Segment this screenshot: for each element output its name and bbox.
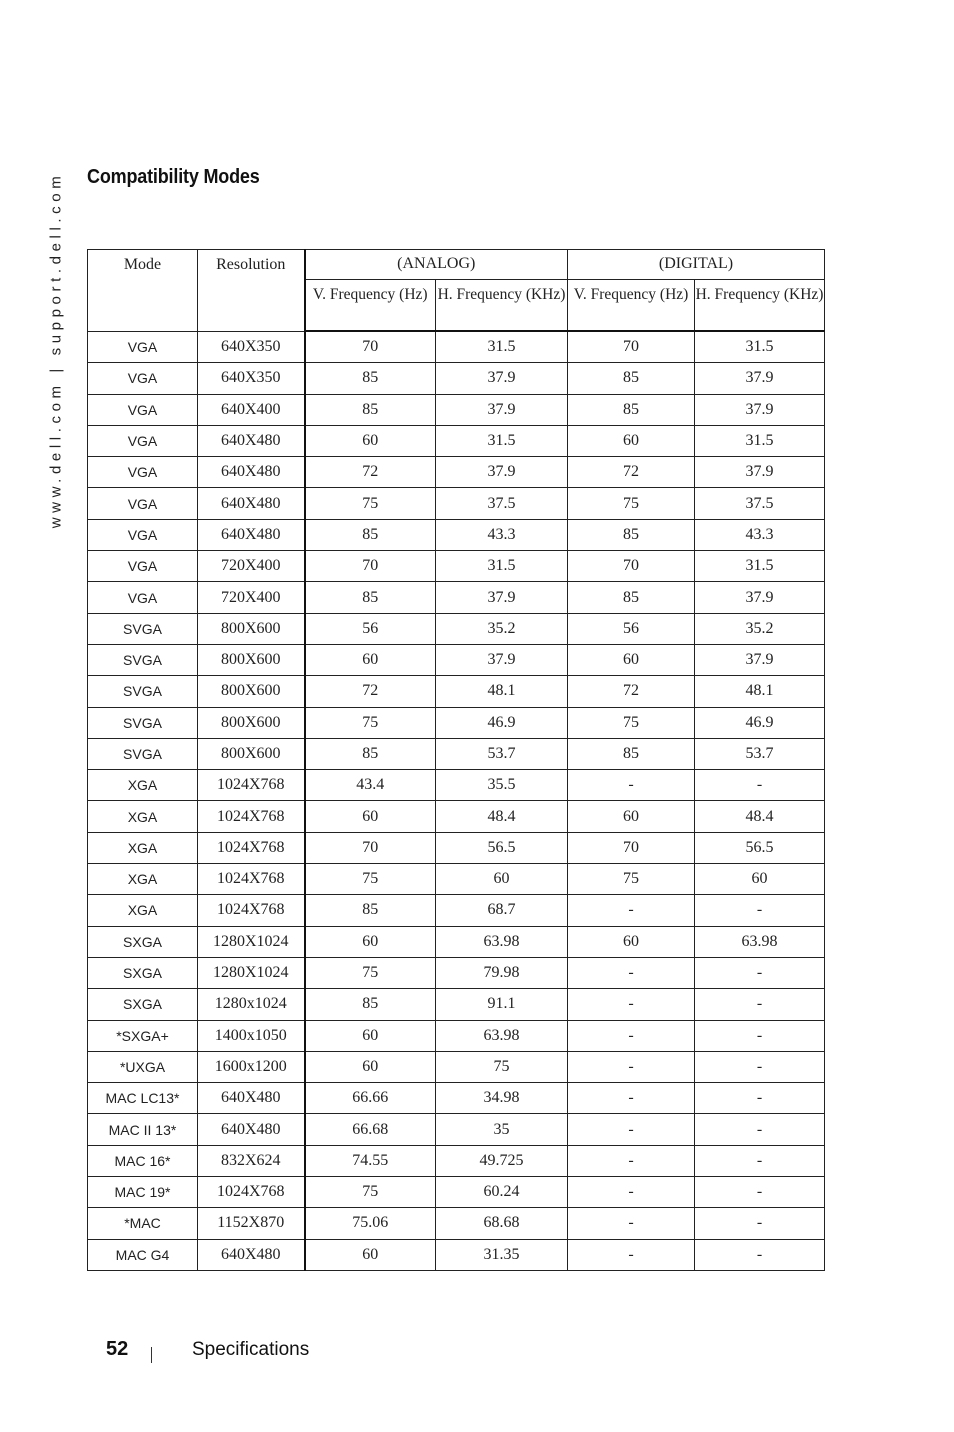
cell-digital-h-frequency: 63.98	[695, 926, 825, 957]
cell-digital-v-frequency: 60	[568, 644, 695, 675]
cell-mode: XGA	[88, 770, 198, 801]
table-row	[88, 331, 825, 363]
cell-analog-v-frequency: 75	[305, 864, 436, 895]
page-number: 52	[106, 1338, 129, 1360]
table-row	[88, 488, 825, 519]
cell-digital-v-frequency: -	[568, 1145, 695, 1176]
cell-digital-h-frequency: -	[695, 1114, 825, 1145]
table-row	[88, 394, 825, 425]
cell-digital-h-frequency: 60	[695, 864, 825, 895]
cell-digital-h-frequency: -	[695, 1208, 825, 1239]
cell-digital-v-frequency: 75	[568, 864, 695, 895]
cell-resolution: 640X480	[198, 457, 305, 488]
cell-digital-h-frequency: 43.3	[695, 519, 825, 550]
cell-digital-v-frequency: -	[568, 1239, 695, 1270]
cell-mode: VGA	[88, 331, 198, 363]
table-row	[88, 895, 825, 926]
cell-resolution: 1024X768	[198, 801, 305, 832]
cell-resolution: 800X600	[198, 707, 305, 738]
cell-resolution: 640X480	[198, 1114, 305, 1145]
cell-analog-h-frequency: 35.5	[436, 770, 568, 801]
table-row	[88, 1177, 825, 1208]
cell-analog-v-frequency: 60	[305, 801, 436, 832]
cell-digital-v-frequency: 60	[568, 926, 695, 957]
cell-mode: SXGA	[88, 926, 198, 957]
cell-resolution: 1024X768	[198, 1177, 305, 1208]
header-digital-h-frequency: H. Frequency (KHz)	[695, 280, 825, 332]
header-analog-v-frequency: V. Frequency (Hz)	[305, 280, 436, 332]
table-row	[88, 864, 825, 895]
table-row	[88, 1114, 825, 1145]
cell-mode: MAC LC13*	[88, 1083, 198, 1114]
table-row	[88, 1051, 825, 1082]
cell-analog-h-frequency: 31.5	[436, 331, 568, 363]
cell-analog-h-frequency: 35.2	[436, 613, 568, 644]
cell-resolution: 640X350	[198, 331, 305, 363]
cell-analog-h-frequency: 43.3	[436, 519, 568, 550]
cell-mode: SXGA	[88, 957, 198, 988]
cell-digital-v-frequency: 70	[568, 331, 695, 363]
cell-analog-v-frequency: 85	[305, 519, 436, 550]
cell-digital-h-frequency: -	[695, 1020, 825, 1051]
cell-digital-h-frequency: -	[695, 989, 825, 1020]
table-row	[88, 832, 825, 863]
cell-mode: VGA	[88, 363, 198, 394]
cell-analog-h-frequency: 49.725	[436, 1145, 568, 1176]
cell-resolution: 1600x1200	[198, 1051, 305, 1082]
cell-analog-v-frequency: 74.55	[305, 1145, 436, 1176]
cell-digital-h-frequency: -	[695, 1083, 825, 1114]
cell-digital-v-frequency: 72	[568, 457, 695, 488]
cell-analog-v-frequency: 60	[305, 1051, 436, 1082]
cell-digital-v-frequency: 75	[568, 707, 695, 738]
header-digital-v-frequency: V. Frequency (Hz)	[568, 280, 695, 332]
cell-resolution: 640X480	[198, 488, 305, 519]
header-resolution: Resolution	[198, 250, 305, 332]
cell-analog-h-frequency: 37.9	[436, 363, 568, 394]
table-row	[88, 676, 825, 707]
cell-mode: VGA	[88, 425, 198, 456]
cell-mode: SVGA	[88, 676, 198, 707]
cell-resolution: 1024X768	[198, 832, 305, 863]
table-row	[88, 1020, 825, 1051]
cell-resolution: 832X624	[198, 1145, 305, 1176]
table-row	[88, 1083, 825, 1114]
cell-digital-v-frequency: 85	[568, 738, 695, 769]
cell-mode: *MAC	[88, 1208, 198, 1239]
table-body	[88, 331, 825, 1270]
cell-resolution: 1280x1024	[198, 989, 305, 1020]
cell-analog-v-frequency: 85	[305, 582, 436, 613]
table-row	[88, 551, 825, 582]
cell-digital-v-frequency: 60	[568, 801, 695, 832]
cell-analog-v-frequency: 85	[305, 738, 436, 769]
cell-digital-h-frequency: 37.9	[695, 582, 825, 613]
cell-resolution: 640X480	[198, 1239, 305, 1270]
cell-analog-h-frequency: 63.98	[436, 1020, 568, 1051]
cell-analog-h-frequency: 37.9	[436, 394, 568, 425]
cell-digital-v-frequency: -	[568, 895, 695, 926]
cell-digital-v-frequency: -	[568, 1114, 695, 1145]
cell-mode: VGA	[88, 582, 198, 613]
cell-digital-v-frequency: -	[568, 957, 695, 988]
cell-analog-h-frequency: 34.98	[436, 1083, 568, 1114]
cell-mode: MAC 16*	[88, 1145, 198, 1176]
header-digital: (DIGITAL)	[568, 250, 825, 280]
cell-digital-h-frequency: -	[695, 895, 825, 926]
table-row	[88, 457, 825, 488]
cell-resolution: 800X600	[198, 738, 305, 769]
cell-digital-h-frequency: 31.5	[695, 331, 825, 363]
cell-mode: SXGA	[88, 989, 198, 1020]
cell-digital-h-frequency: 37.9	[695, 644, 825, 675]
cell-resolution: 640X480	[198, 1083, 305, 1114]
cell-analog-h-frequency: 35	[436, 1114, 568, 1145]
cell-digital-h-frequency: 46.9	[695, 707, 825, 738]
cell-digital-h-frequency: -	[695, 1051, 825, 1082]
cell-digital-v-frequency: 75	[568, 488, 695, 519]
cell-analog-h-frequency: 37.5	[436, 488, 568, 519]
cell-resolution: 1024X768	[198, 770, 305, 801]
cell-digital-h-frequency: 35.2	[695, 613, 825, 644]
header-mode: Mode	[88, 250, 198, 332]
cell-digital-v-frequency: 85	[568, 519, 695, 550]
table-row	[88, 644, 825, 675]
cell-resolution: 800X600	[198, 676, 305, 707]
cell-digital-h-frequency: -	[695, 770, 825, 801]
cell-analog-v-frequency: 75.06	[305, 1208, 436, 1239]
cell-digital-h-frequency: 37.9	[695, 394, 825, 425]
cell-digital-h-frequency: 37.5	[695, 488, 825, 519]
cell-resolution: 1024X768	[198, 864, 305, 895]
cell-mode: VGA	[88, 551, 198, 582]
cell-digital-v-frequency: -	[568, 1208, 695, 1239]
cell-analog-v-frequency: 85	[305, 394, 436, 425]
cell-analog-v-frequency: 66.66	[305, 1083, 436, 1114]
cell-resolution: 640X480	[198, 519, 305, 550]
page-title: Compatibility Modes	[87, 166, 260, 188]
cell-analog-v-frequency: 70	[305, 551, 436, 582]
cell-resolution: 1152X870	[198, 1208, 305, 1239]
table-row	[88, 425, 825, 456]
cell-mode: SVGA	[88, 613, 198, 644]
cell-resolution: 640X480	[198, 425, 305, 456]
cell-resolution: 800X600	[198, 644, 305, 675]
cell-analog-h-frequency: 56.5	[436, 832, 568, 863]
cell-digital-h-frequency: 31.5	[695, 551, 825, 582]
cell-digital-h-frequency: -	[695, 1177, 825, 1208]
cell-analog-v-frequency: 60	[305, 644, 436, 675]
cell-digital-v-frequency: 70	[568, 551, 695, 582]
cell-mode: SVGA	[88, 738, 198, 769]
cell-digital-v-frequency: 85	[568, 394, 695, 425]
cell-digital-v-frequency: -	[568, 1083, 695, 1114]
cell-mode: MAC II 13*	[88, 1114, 198, 1145]
header-analog-h-frequency: H. Frequency (KHz)	[436, 280, 568, 332]
cell-analog-h-frequency: 68.68	[436, 1208, 568, 1239]
cell-digital-v-frequency: 85	[568, 582, 695, 613]
cell-resolution: 800X600	[198, 613, 305, 644]
table-row	[88, 363, 825, 394]
cell-resolution: 1024X768	[198, 895, 305, 926]
cell-analog-v-frequency: 70	[305, 331, 436, 363]
cell-digital-h-frequency: 37.9	[695, 457, 825, 488]
cell-digital-h-frequency: 53.7	[695, 738, 825, 769]
table-row	[88, 1208, 825, 1239]
cell-analog-v-frequency: 43.4	[305, 770, 436, 801]
cell-mode: SVGA	[88, 644, 198, 675]
cell-mode: XGA	[88, 801, 198, 832]
cell-analog-v-frequency: 75	[305, 1177, 436, 1208]
cell-resolution: 720X400	[198, 551, 305, 582]
cell-mode: SVGA	[88, 707, 198, 738]
cell-resolution: 1280X1024	[198, 957, 305, 988]
cell-mode: VGA	[88, 488, 198, 519]
cell-analog-v-frequency: 72	[305, 457, 436, 488]
footer-divider	[151, 1347, 152, 1363]
compatibility-modes-table	[87, 249, 825, 1271]
cell-analog-h-frequency: 31.5	[436, 551, 568, 582]
table-row	[88, 738, 825, 769]
cell-mode: VGA	[88, 519, 198, 550]
cell-analog-v-frequency: 85	[305, 989, 436, 1020]
cell-mode: VGA	[88, 394, 198, 425]
cell-analog-v-frequency: 60	[305, 1239, 436, 1270]
table-row	[88, 989, 825, 1020]
cell-digital-v-frequency: -	[568, 1051, 695, 1082]
cell-digital-h-frequency: -	[695, 957, 825, 988]
cell-analog-v-frequency: 60	[305, 1020, 436, 1051]
cell-analog-h-frequency: 37.9	[436, 582, 568, 613]
cell-analog-v-frequency: 85	[305, 363, 436, 394]
cell-analog-h-frequency: 31.35	[436, 1239, 568, 1270]
cell-analog-v-frequency: 75	[305, 488, 436, 519]
cell-analog-h-frequency: 37.9	[436, 644, 568, 675]
cell-resolution: 640X350	[198, 363, 305, 394]
cell-analog-v-frequency: 70	[305, 832, 436, 863]
cell-digital-h-frequency: -	[695, 1239, 825, 1270]
cell-analog-h-frequency: 31.5	[436, 425, 568, 456]
cell-digital-v-frequency: 56	[568, 613, 695, 644]
cell-analog-h-frequency: 63.98	[436, 926, 568, 957]
cell-mode: MAC G4	[88, 1239, 198, 1270]
cell-analog-h-frequency: 46.9	[436, 707, 568, 738]
cell-mode: VGA	[88, 457, 198, 488]
cell-mode: MAC 19*	[88, 1177, 198, 1208]
cell-digital-v-frequency: -	[568, 770, 695, 801]
side-url: www.dell.com | support.dell.com	[47, 171, 65, 529]
footer-section-label: Specifications	[192, 1339, 310, 1360]
table-row	[88, 613, 825, 644]
cell-digital-v-frequency: 72	[568, 676, 695, 707]
cell-digital-v-frequency: 85	[568, 363, 695, 394]
cell-mode: XGA	[88, 895, 198, 926]
cell-analog-h-frequency: 79.98	[436, 957, 568, 988]
cell-analog-h-frequency: 37.9	[436, 457, 568, 488]
table-row	[88, 957, 825, 988]
cell-analog-h-frequency: 75	[436, 1051, 568, 1082]
cell-analog-v-frequency: 75	[305, 957, 436, 988]
cell-analog-v-frequency: 60	[305, 926, 436, 957]
table-row	[88, 1239, 825, 1270]
cell-analog-h-frequency: 91.1	[436, 989, 568, 1020]
table-row	[88, 926, 825, 957]
cell-digital-h-frequency: 56.5	[695, 832, 825, 863]
cell-analog-v-frequency: 72	[305, 676, 436, 707]
cell-analog-h-frequency: 60	[436, 864, 568, 895]
table-row	[88, 1145, 825, 1176]
cell-digital-v-frequency: -	[568, 989, 695, 1020]
cell-digital-v-frequency: 60	[568, 425, 695, 456]
cell-mode: XGA	[88, 832, 198, 863]
header-analog: (ANALOG)	[305, 250, 568, 280]
cell-analog-v-frequency: 60	[305, 425, 436, 456]
cell-analog-v-frequency: 66.68	[305, 1114, 436, 1145]
cell-digital-h-frequency: 48.4	[695, 801, 825, 832]
cell-digital-h-frequency: 48.1	[695, 676, 825, 707]
table-row	[88, 582, 825, 613]
cell-mode: XGA	[88, 864, 198, 895]
cell-digital-v-frequency: -	[568, 1020, 695, 1051]
table-row	[88, 770, 825, 801]
cell-resolution: 1400x1050	[198, 1020, 305, 1051]
cell-analog-v-frequency: 56	[305, 613, 436, 644]
cell-analog-h-frequency: 68.7	[436, 895, 568, 926]
cell-analog-h-frequency: 60.24	[436, 1177, 568, 1208]
cell-digital-h-frequency: 37.9	[695, 363, 825, 394]
cell-analog-v-frequency: 75	[305, 707, 436, 738]
cell-digital-h-frequency: 31.5	[695, 425, 825, 456]
cell-resolution: 640X400	[198, 394, 305, 425]
cell-digital-v-frequency: 70	[568, 832, 695, 863]
cell-analog-h-frequency: 48.1	[436, 676, 568, 707]
cell-analog-v-frequency: 85	[305, 895, 436, 926]
table-row	[88, 801, 825, 832]
cell-digital-v-frequency: -	[568, 1177, 695, 1208]
cell-analog-h-frequency: 53.7	[436, 738, 568, 769]
cell-mode: *UXGA	[88, 1051, 198, 1082]
cell-analog-h-frequency: 48.4	[436, 801, 568, 832]
table-row	[88, 707, 825, 738]
cell-digital-h-frequency: -	[695, 1145, 825, 1176]
cell-mode: *SXGA+	[88, 1020, 198, 1051]
cell-resolution: 720X400	[198, 582, 305, 613]
cell-resolution: 1280X1024	[198, 926, 305, 957]
table-row	[88, 519, 825, 550]
